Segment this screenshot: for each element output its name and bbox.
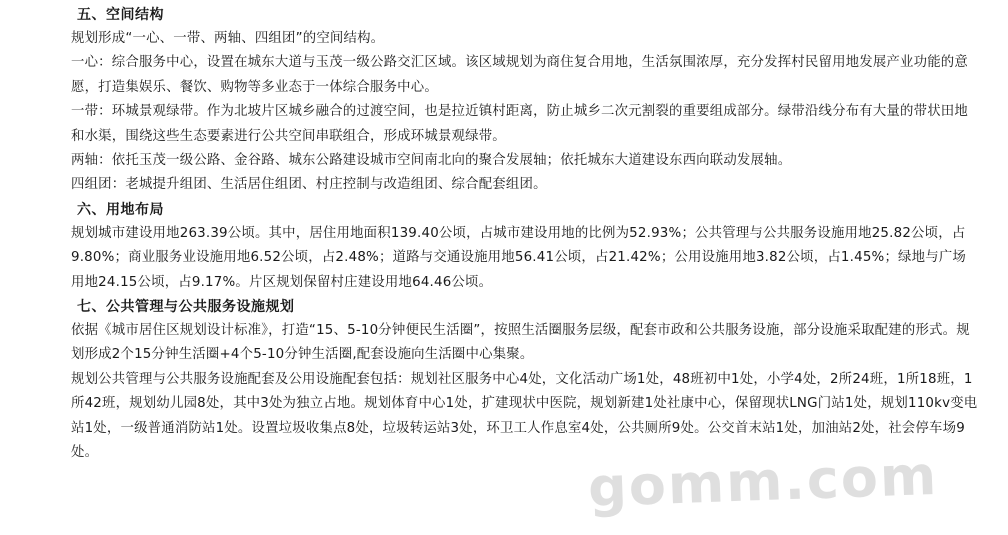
paragraph: 一带：环城景观绿带。作为北坡片区城乡融合的过渡空间，也是拉近镇村距离，防止城乡二次元割裂的重要组成部分。绿带沿线分布有大量的带状田地和水渠，围绕这些生态要素进行公共空间串联组合，形成环城景观绿带。 [71,104,968,144]
watermark: gomm.com [586,443,939,520]
paragraph: 两轴：依托玉茂一级公路、金谷路、城东公路建设城市空间南北向的聚合发展轴；依托城东大道建设东西向联动发展轴。 [71,153,792,169]
paragraph: 规划形成“一心、一带、两轴、四组团”的空间结构。 [71,31,385,46]
paragraph: 依据《城市居住区规划设计标准》，打造“15、5-10分钟便民生活圈”，按照生活圈服务层级，配套市政和公共服务设施，部分设施采取配建的形式。规划形成2个15分钟生活圈+4个5-10分钟生活圈,配套设施向生活圈中心集聚。 [71,323,970,363]
section-public-facilities [71,295,978,465]
section-land-use-layout [71,198,978,295]
paragraph: 四组团：老城提升组团、生活居住组团、村庄控制与改造组团、综合配套组团。 [71,177,547,193]
section-heading: 五、空间结构 [77,7,164,23]
paragraph: 一心：综合服务中心，设置在城东大道与玉茂一级公路交汇区域。该区域规划为商住复合用地，生活氛围浓厚，充分发挥村民留用地发展产业功能的意愿，打造集娱乐、餐饮、购物等多业态于一体综合服务中心。 [71,55,968,95]
paragraph: 规划城市建设用地263.39公顷。其中，居住用地面积139.40公顷，占城市建设用地的比例为52.93%；公共管理与公共服务设施用地25.82公顷，占9.80%；商业服务业设施用地6.52公顷，占2.48%；道路与交通设施用地56.41公顷，占21.42%；公用设施用地3.82公顷，占1.45%；绿地与广场用地24.15公顷，占9.17%。片区规划保留村庄建设用地64.46公顷。 [71,225,967,290]
section-spatial-structure [71,3,978,198]
section-heading: 七、公共管理与公共服务设施规划 [77,299,295,316]
paragraph: 规划公共管理与公共服务设施配套及公用设施配套包括：规划社区服务中心4处，文化活动广场1处，48班初中1处，小学4处，2所24班，1所18班，1所42班，规划幼儿园8处，其中3处为独立占地。规划体育中心1处，扩建现状中医院，规划新建1处社康中心，保留现状LNG门站1处，规划110kv变电站1处，一级普通消防站1处。设置垃圾收集点8处，垃圾转运站3处，环卫工人作息室4处，公共厕所9处。公交首末站1处，加油站2处，社会停车场9处。 [71,371,978,461]
section-heading: 六、用地布局 [77,201,164,218]
